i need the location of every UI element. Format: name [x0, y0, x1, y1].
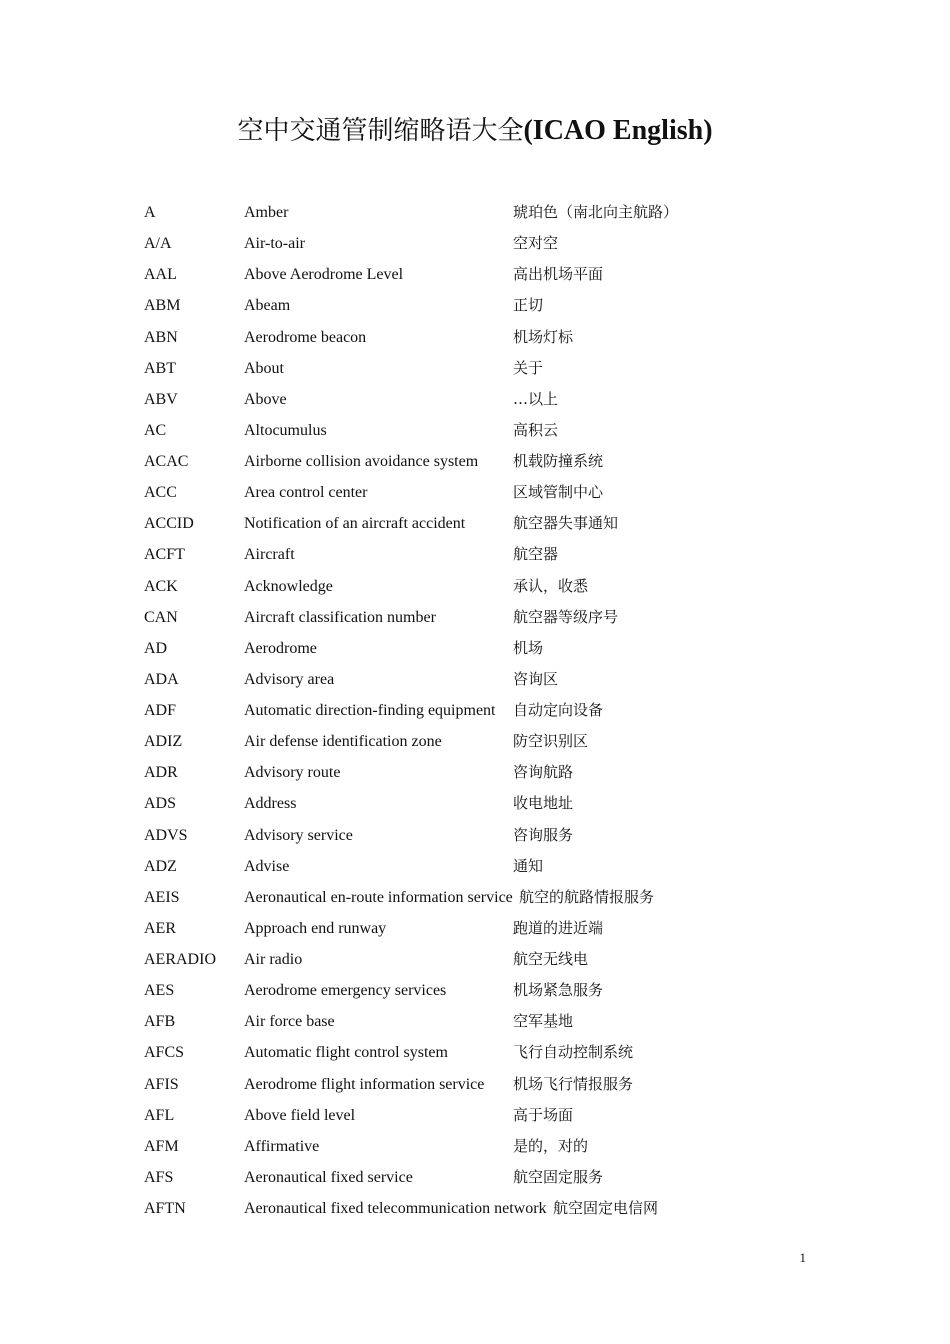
list-item — [144, 446, 844, 477]
list-item — [144, 384, 844, 415]
abbreviation: AAL — [144, 266, 177, 284]
full-term: Aircraft classification number — [244, 608, 436, 626]
chinese-meaning: 承认，收悉 — [513, 576, 589, 595]
chinese-meaning: 通知 — [513, 856, 544, 875]
abbreviation-list — [144, 197, 844, 1224]
abbreviation: AER — [144, 919, 176, 937]
full-term: About — [244, 359, 284, 377]
full-term: Above field level — [244, 1106, 356, 1124]
full-term: Aeronautical fixed telecommunication network — [244, 1200, 547, 1217]
full-term: Address — [244, 795, 297, 813]
list-item — [144, 664, 844, 695]
list-item — [144, 290, 844, 321]
abbreviation: AFCS — [144, 1044, 185, 1062]
full-term: Advisory area — [244, 670, 335, 688]
abbreviation: ADZ — [144, 857, 177, 875]
full-term: Notification of an aircraft accident — [244, 515, 466, 533]
list-item — [144, 633, 844, 664]
abbreviation: AFTN — [144, 1200, 186, 1217]
page-title-english: (ICAO English) — [523, 115, 713, 146]
abbreviation: ACK — [144, 577, 178, 595]
full-term: Area control center — [244, 484, 368, 502]
page-title — [0, 112, 950, 150]
abbreviation: ACFT — [144, 546, 185, 564]
abbreviation: ABM — [144, 297, 181, 315]
list-item — [144, 1037, 844, 1068]
chinese-meaning: 自动定向设备 — [513, 701, 604, 719]
list-item — [144, 228, 844, 259]
full-term: Aerodrome beacon — [244, 328, 367, 346]
list-item — [144, 571, 844, 602]
list-item — [144, 259, 844, 290]
list-item — [144, 1162, 844, 1193]
list-item — [144, 1193, 844, 1224]
full-term: Acknowledge — [244, 577, 333, 595]
full-term: Air radio — [244, 951, 303, 968]
full-term: Automatic direction-finding equipment — [244, 702, 496, 719]
full-term: Above — [244, 390, 287, 408]
full-term: Aerodrome emergency services — [244, 982, 447, 1000]
list-item — [144, 882, 844, 913]
chinese-meaning: 高于场面 — [513, 1105, 574, 1124]
list-item — [144, 322, 844, 353]
chinese-meaning: 机场飞行情报服务 — [513, 1074, 634, 1093]
full-term: Abeam — [244, 297, 291, 315]
full-term: Air defense identification zone — [244, 733, 442, 751]
page-number: 1 — [799, 1250, 806, 1265]
chinese-meaning: 是的，对的 — [513, 1136, 589, 1155]
abbreviation: AFS — [144, 1168, 174, 1186]
list-item — [144, 944, 844, 975]
list-item — [144, 726, 844, 757]
chinese-meaning: 机场紧急服务 — [513, 981, 604, 1000]
chinese-meaning: …以上 — [513, 389, 559, 408]
full-term: Affirmative — [244, 1137, 320, 1155]
abbreviation: ADIZ — [144, 733, 183, 751]
chinese-meaning: 航空器失事通知 — [513, 514, 619, 533]
chinese-meaning: 高出机场平面 — [513, 265, 604, 284]
chinese-meaning: 飞行自动控制系统 — [513, 1043, 634, 1062]
abbreviation: ABT — [144, 359, 176, 377]
chinese-meaning: 航空器等级序号 — [513, 607, 619, 626]
chinese-meaning: 跑道的进近端 — [513, 918, 604, 937]
list-item — [144, 353, 844, 384]
abbreviation: AERADIO — [144, 951, 216, 968]
page-title-chinese: 空中交通管制缩略语大全 — [237, 116, 524, 146]
list-item — [144, 820, 844, 851]
chinese-meaning: 航空固定服务 — [513, 1167, 604, 1186]
chinese-meaning: 关于 — [513, 358, 544, 377]
list-item — [144, 477, 844, 508]
full-term: Airborne collision avoidance system — [244, 453, 479, 470]
chinese-meaning: 航空器 — [513, 545, 559, 564]
list-item — [144, 1069, 844, 1100]
abbreviation: ACAC — [144, 453, 189, 470]
abbreviation: ABN — [144, 328, 178, 346]
full-term: Air force base — [244, 1013, 335, 1031]
full-term: Advise — [244, 857, 290, 875]
list-item — [144, 913, 844, 944]
list-item — [144, 695, 844, 726]
chinese-meaning: 收电地址 — [513, 794, 574, 813]
full-term: Advisory service — [244, 826, 353, 844]
full-term: Aerodrome — [244, 639, 317, 657]
list-item — [144, 851, 844, 882]
full-term: Automatic flight control system — [244, 1044, 448, 1062]
abbreviation: AFB — [144, 1013, 176, 1031]
abbreviation: ADA — [144, 670, 179, 688]
chinese-meaning: 空军基地 — [513, 1012, 574, 1031]
abbreviation: A/A — [144, 235, 172, 253]
chinese-meaning: 正切 — [513, 296, 544, 315]
full-term: Altocumulus — [244, 421, 327, 439]
chinese-meaning: 咨询航路 — [513, 763, 574, 782]
full-term: Above Aerodrome Level — [244, 266, 404, 284]
chinese-meaning: 航空的航路情报服务 — [519, 887, 655, 906]
chinese-meaning: 机场灯标 — [513, 327, 574, 346]
list-item — [144, 1131, 844, 1162]
chinese-meaning: 航空无线电 — [513, 950, 589, 968]
list-item — [144, 508, 844, 539]
full-term: Aircraft — [244, 546, 295, 564]
chinese-meaning: 机载防撞系统 — [513, 452, 604, 470]
abbreviation: ADR — [144, 764, 178, 782]
full-term: Aeronautical fixed service — [244, 1168, 413, 1186]
abbreviation: AC — [144, 421, 167, 439]
list-item — [144, 1006, 844, 1037]
chinese-meaning: 机场 — [513, 638, 544, 657]
abbreviation: AFM — [144, 1137, 179, 1155]
list-item — [144, 1100, 844, 1131]
list-item — [144, 539, 844, 570]
chinese-meaning: 空对空 — [513, 234, 559, 253]
abbreviation: AES — [144, 982, 175, 1000]
full-term: Air-to-air — [244, 235, 305, 253]
abbreviation: ADVS — [144, 826, 188, 844]
list-item — [144, 788, 844, 819]
abbreviation: AEIS — [144, 888, 180, 906]
chinese-meaning: 高积云 — [513, 420, 559, 439]
list-item — [144, 757, 844, 788]
abbreviation: CAN — [144, 608, 178, 626]
chinese-meaning: 航空固定电信网 — [553, 1199, 659, 1217]
abbreviation: AFL — [144, 1106, 175, 1124]
abbreviation: AFIS — [144, 1075, 179, 1093]
list-item — [144, 975, 844, 1006]
full-term: Aeronautical en-route information service — [244, 888, 513, 906]
chinese-meaning: 咨询服务 — [513, 825, 574, 844]
abbreviation: ACC — [144, 484, 177, 502]
list-item — [144, 197, 844, 228]
chinese-meaning: 咨询区 — [513, 669, 559, 688]
abbreviation: A — [144, 204, 156, 221]
abbreviation: ACCID — [144, 515, 194, 533]
full-term: Advisory route — [244, 764, 341, 782]
chinese-meaning: 琥珀色（南北向主航路） — [513, 203, 679, 221]
abbreviation: ADF — [144, 702, 177, 719]
abbreviation: AD — [144, 639, 168, 657]
abbreviation: ADS — [144, 795, 177, 813]
abbreviation: ABV — [144, 390, 178, 408]
full-term: Approach end runway — [244, 919, 387, 937]
full-term: Aerodrome flight information service — [244, 1075, 485, 1093]
chinese-meaning: 区域管制中心 — [513, 483, 604, 502]
full-term: Amber — [244, 204, 289, 221]
chinese-meaning: 防空识别区 — [513, 732, 589, 751]
list-item — [144, 602, 844, 633]
list-item — [144, 415, 844, 446]
